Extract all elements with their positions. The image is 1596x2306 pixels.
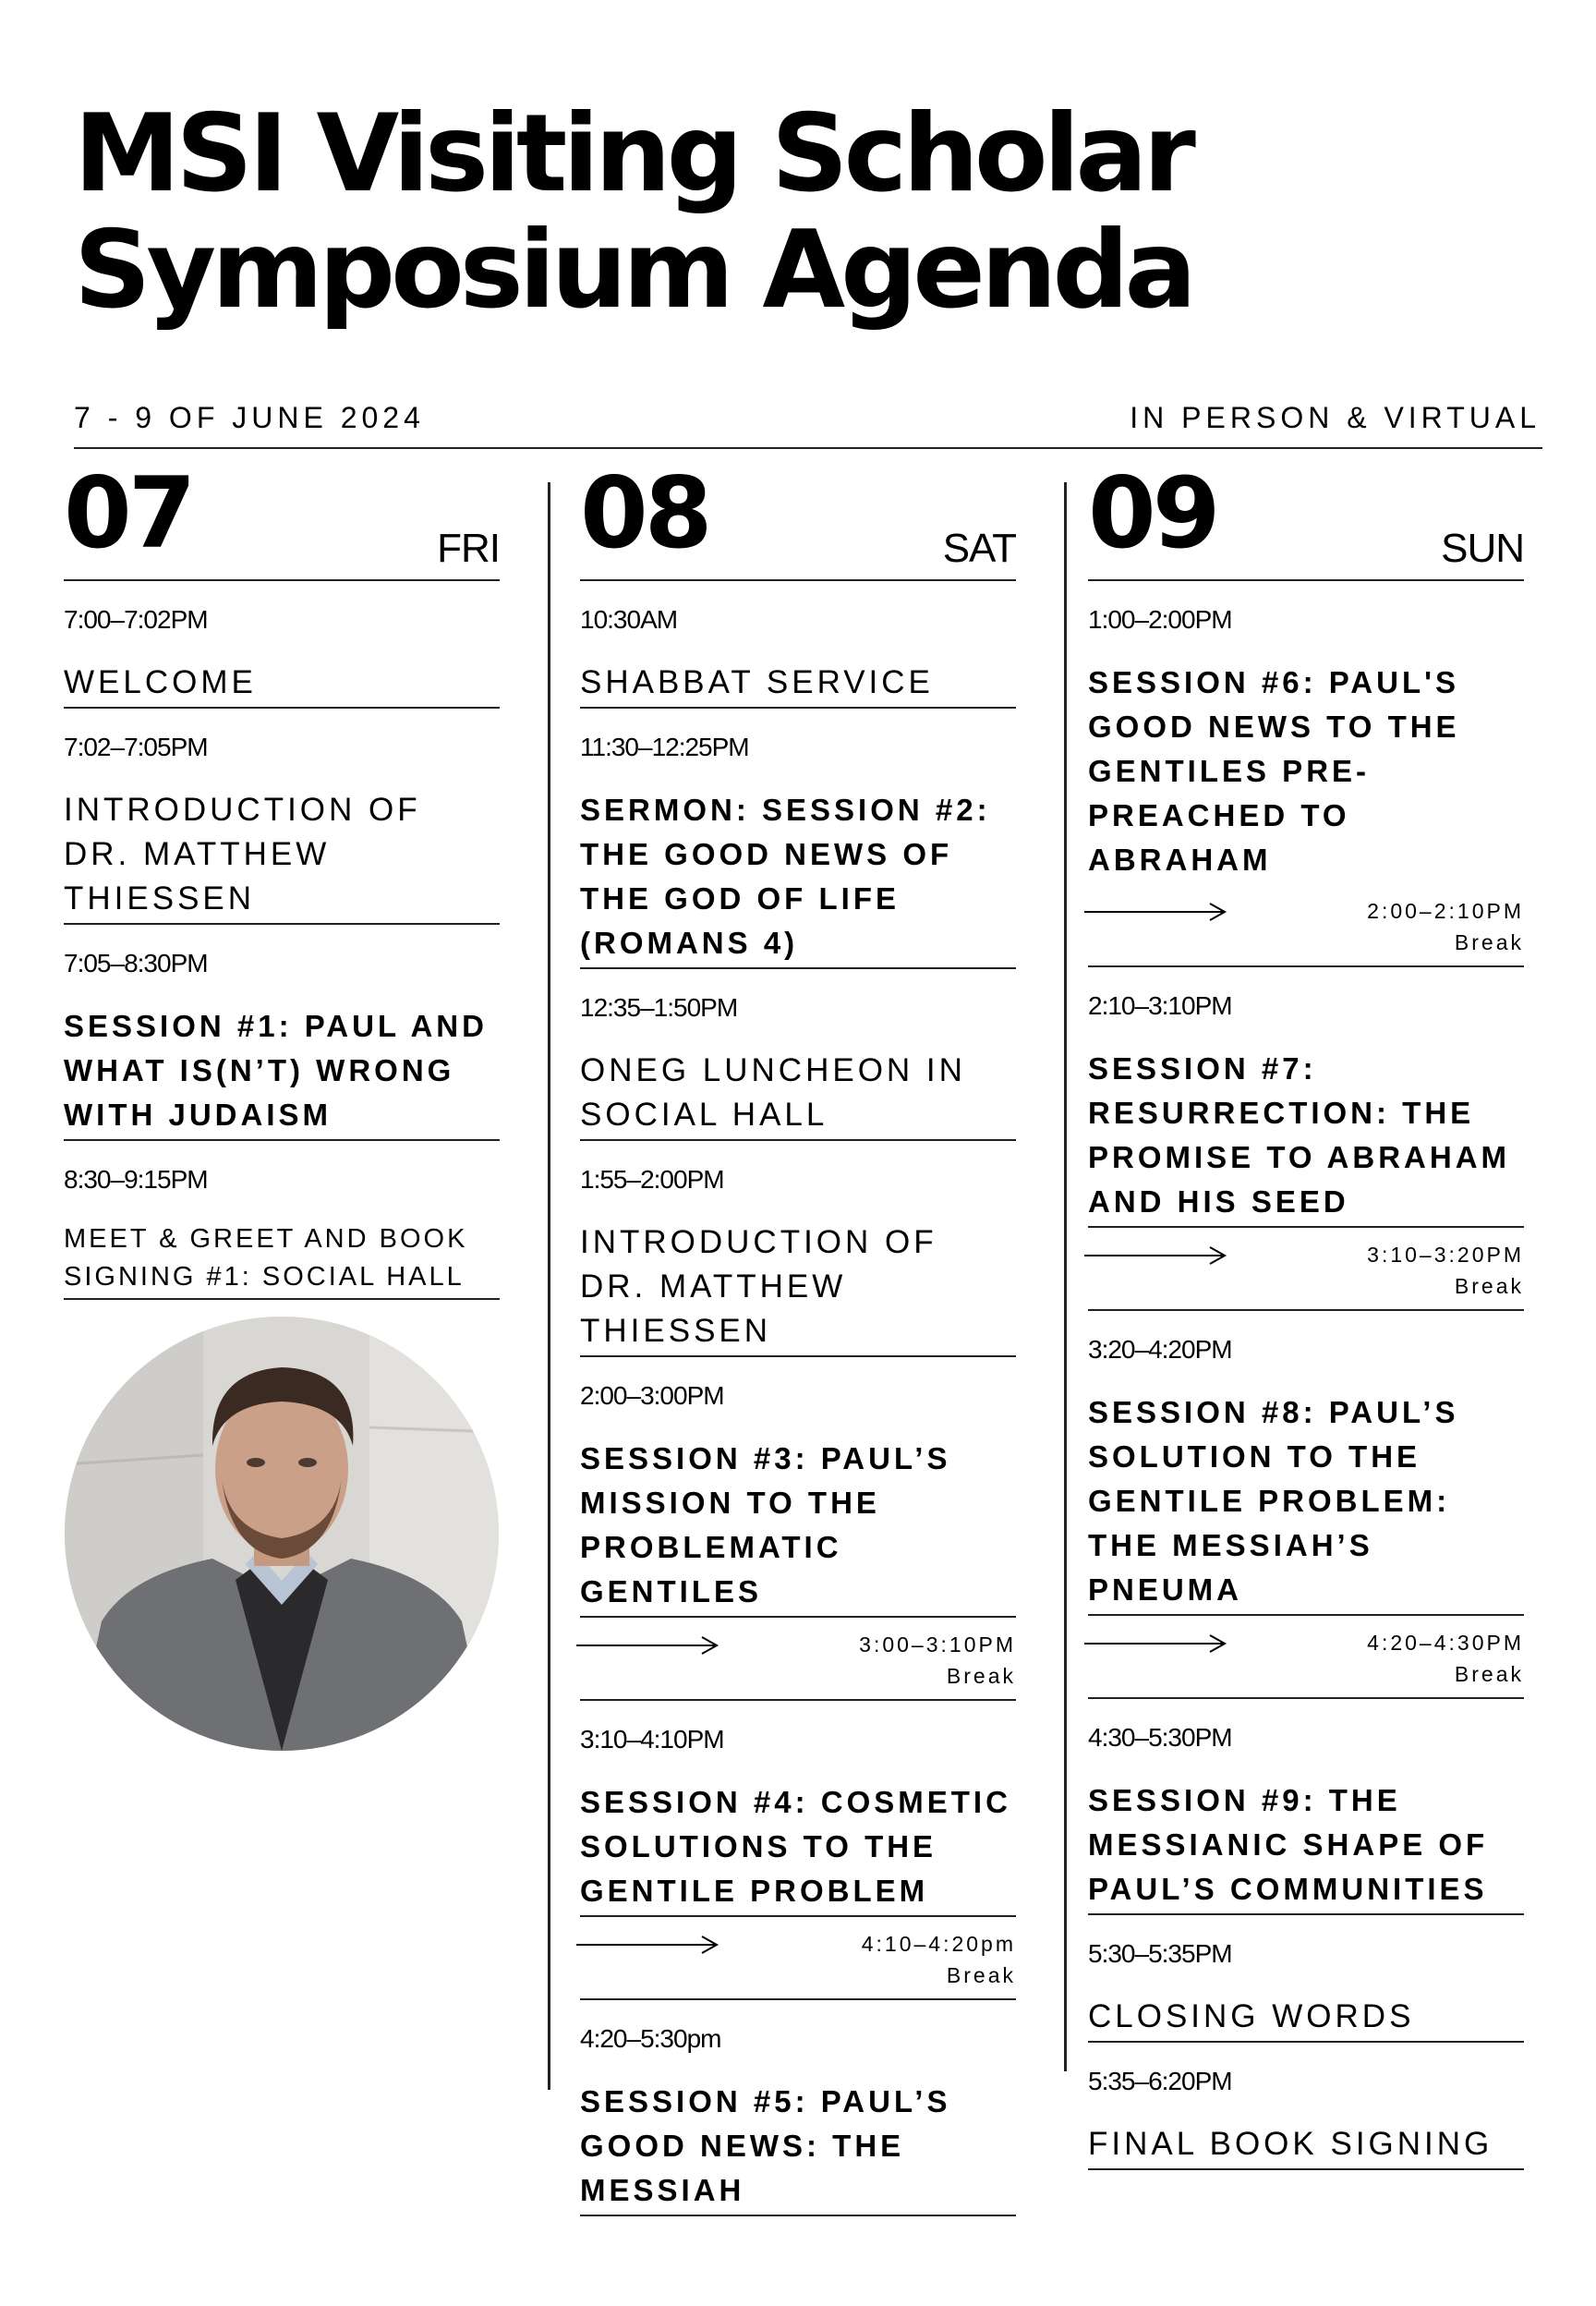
speaker-portrait: [65, 1317, 499, 1751]
session-time: 4:30–5:30PM: [1088, 1723, 1232, 1752]
day-name: FRI: [437, 526, 500, 571]
break-row: [580, 1928, 1016, 2000]
session-time: 3:10–4:10PM: [580, 1725, 724, 1754]
break-time: 3:10–3:20PM: [1367, 1243, 1524, 1267]
arrow-right-icon: [1084, 1632, 1232, 1655]
day-column-sat: [580, 456, 1016, 2216]
break-row: [580, 1629, 1016, 1701]
break-info: [859, 1629, 1016, 1692]
session-time: 5:30–5:35PM: [1088, 1939, 1232, 1968]
day-column-sun: [1088, 456, 1524, 2170]
session-title: INTRODUCTION OF DR. MATTHEW THIESSEN: [580, 1220, 1016, 1357]
session-title: SESSION #6: PAUL'S GOOD NEWS TO THE GENTILES PRE-PREACHED TO ABRAHAM: [1088, 665, 1460, 877]
session-time: 10:30AM: [580, 605, 678, 634]
break-label: Break: [1454, 1274, 1524, 1298]
break-info: [1367, 1239, 1524, 1302]
break-time: 2:00–2:10PM: [1367, 899, 1524, 923]
session-title: SESSION #7: RESURRECTION: THE PROMISE TO ABRAHAM AND HIS SEED: [1088, 1047, 1524, 1228]
session-title: SESSION #3: PAUL’S MISSION TO THE PROBLEMATIC GENTILES: [580, 1437, 1016, 1618]
break-label: Break: [1454, 1662, 1524, 1686]
break-info: [1367, 895, 1524, 958]
arrow-right-icon: [1084, 1244, 1232, 1267]
column-divider-1: [548, 482, 550, 2090]
session-title: FINAL BOOK SIGNING: [1088, 2122, 1524, 2170]
column-divider-2: [1064, 482, 1067, 2071]
break-row: [1088, 1627, 1524, 1699]
day-name: SUN: [1441, 526, 1524, 571]
session-time: 5:35–6:20PM: [1088, 2067, 1232, 2095]
title-line-1: MSI Visiting Scholar: [74, 91, 1191, 216]
arrow-right-icon: [576, 1634, 724, 1657]
break-label: Break: [946, 1963, 1016, 1987]
speaker-photo: [65, 1317, 499, 1751]
break-info: [1367, 1627, 1524, 1690]
day-header: [580, 456, 1016, 581]
arrow-right-icon: [576, 1934, 724, 1956]
session-title: SESSION #9: THE MESSIANIC SHAPE OF PAUL’S COMMUNITIES: [1088, 1778, 1524, 1915]
day-number: 09: [1088, 456, 1217, 570]
break-row: [1088, 895, 1524, 967]
session-title: SESSION #1: PAUL AND WHAT IS(N’T) WRONG WITH JUDAISM: [64, 1004, 500, 1141]
event-dates: 7 - 9 OF JUNE 2024: [74, 401, 425, 434]
session-time: 3:20–4:20PM: [1088, 1335, 1232, 1364]
day-header: [64, 456, 500, 581]
page-title: [74, 91, 1192, 333]
session-title: SESSION #8: PAUL’S SOLUTION TO THE GENTILE PROBLEM: THE MESSIAH’S PNEUMA: [1088, 1390, 1524, 1616]
break-time: 4:20–4:30PM: [1367, 1631, 1524, 1655]
break-time: 4:10–4:20pm: [861, 1932, 1016, 1956]
day-name: SAT: [942, 526, 1016, 571]
session-time: 12:35–1:50PM: [580, 993, 738, 1022]
session-title: CLOSING WORDS: [1088, 1995, 1524, 2043]
session-title: SESSION #5: PAUL’S GOOD NEWS: THE MESSIAH: [580, 2080, 1016, 2216]
session-title: SESSION #4: COSMETIC SOLUTIONS TO THE GENTILE PROBLEM: [580, 1780, 1016, 1917]
session-time: 7:00–7:02PM: [64, 605, 208, 634]
session-time: 7:02–7:05PM: [64, 733, 208, 761]
day-number: 07: [64, 456, 193, 570]
session-title: ONEG LUNCHEON IN SOCIAL HALL: [580, 1049, 1016, 1141]
session-time: 1:55–2:00PM: [580, 1165, 724, 1194]
session-title: WELCOME: [64, 661, 500, 709]
day-header: [1088, 456, 1524, 581]
title-line-2: Symposium Agenda: [74, 208, 1192, 333]
break-label: Break: [1454, 930, 1524, 954]
break-row: [1088, 1239, 1524, 1311]
session-time: 2:00–3:00PM: [580, 1381, 724, 1410]
day-number: 08: [580, 456, 709, 570]
header-divider: [74, 447, 1542, 449]
event-mode: IN PERSON & VIRTUAL: [1130, 401, 1541, 434]
session-title: MEET & GREET AND BOOK SIGNING #1: SOCIAL HALL: [64, 1220, 500, 1300]
session-time: 1:00–2:00PM: [1088, 605, 1232, 634]
session-title: SERMON: SESSION #2: THE GOOD NEWS OF THE GOD OF LIFE (ROMANS 4): [580, 788, 1016, 969]
session-time: 4:20–5:30pm: [580, 2024, 721, 2053]
session-time: 8:30–9:15PM: [64, 1165, 208, 1194]
session-time: 11:30–12:25PM: [580, 733, 749, 761]
arrow-right-icon: [1084, 901, 1232, 923]
session-time: 7:05–8:30PM: [64, 949, 208, 977]
day-column-fri: [64, 456, 500, 1300]
break-info: [862, 1928, 1016, 1991]
break-time: 3:00–3:10PM: [859, 1632, 1016, 1657]
session-title: INTRODUCTION OF DR. MATTHEW THIESSEN: [64, 788, 500, 925]
session-time: 2:10–3:10PM: [1088, 991, 1232, 1020]
session-title: SHABBAT SERVICE: [580, 661, 1016, 709]
break-label: Break: [946, 1664, 1016, 1688]
